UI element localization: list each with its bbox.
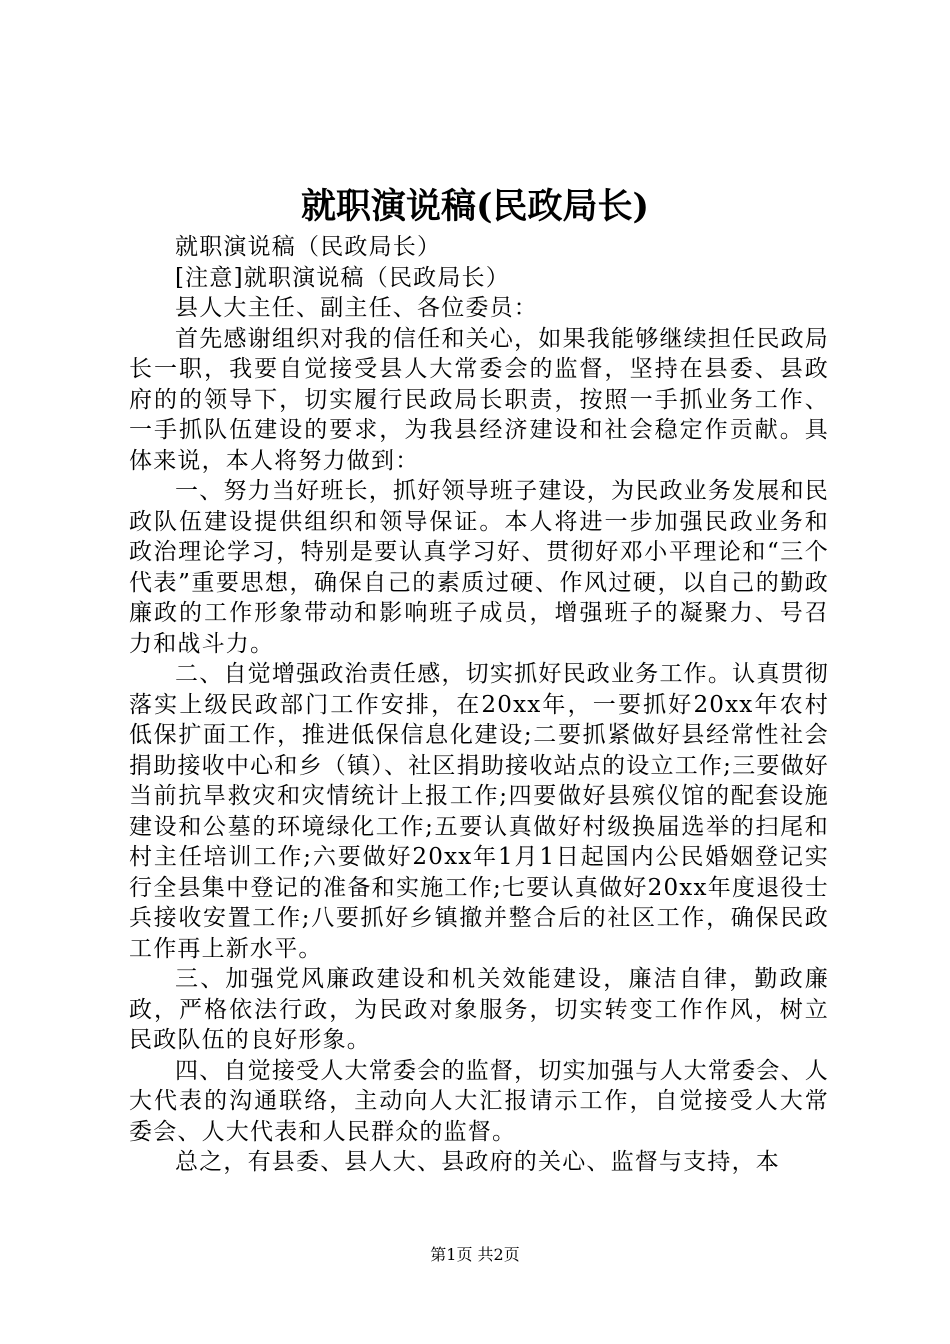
paragraph: 三、加强党风廉政建设和机关效能建设，廉洁自律，勤政廉政，严格依法行政，为民政对象服务，切实转变工作作风，树立民政队伍的良好形象。 [129,966,829,1053]
paragraph: 二、自觉增强政治责任感，切实抓好民政业务工作。认真贯彻落实上级民政部门工作安排，在20xx年，一要抓好20xx年农村低保扩面工作，推进低保信息化建设;二要抓紧做好县经常性社会捐助接收中心和乡（镇）、社区捐助接收站点的设立工作;三要做好当前抗旱救灾和灾情统计上报工作;四要做好县殡仪馆的配套设施建设和公墓的环境绿化工作;五要认真做好村级换届选举的扫尾和村主任培训工作;六要做好20xx年1月1日起国内公民婚姻登记实行全县集中登记的准备和实施工作;七要认真做好20xx年度退役士兵接收安置工作;八要抓好乡镇撤并整合后的社区工作，确保民政工作再上新水平。 [129,661,829,962]
document-body [129,232,829,1178]
paragraph: 一、努力当好班长，抓好领导班子建设，为民政业务发展和民政队伍建设提供组织和领导保证。本人将进一步加强民政业务和政治理论学习，特别是要认真学习好、贯彻好邓小平理论和“三个代表”重要思想，确保自己的素质过硬、作风过硬，以自己的勤政廉政的工作形象带动和影响班子成员，增强班子的凝聚力、号召力和战斗力。 [129,478,829,657]
paragraph: 县人大主任、副主任、各位委员： [175,295,538,321]
paragraph: 四、自觉接受人大常委会的监督，切实加强与人大常委会、人大代表的沟通联络，主动向人大汇报请示工作，自觉接受人大常委会、人大代表和人民群众的监督。 [129,1057,829,1145]
paragraph: 就职演说稿（民政局长） [175,234,442,260]
paragraph: 总之，有县委、县人大、县政府的关心、监督与支持，本 [175,1149,780,1175]
page-footer: 第1页 共2页 [430,1245,520,1264]
paragraph: 首先感谢组织对我的信任和关心，如果我能够继续担任民政局长一职，我要自觉接受县人大常委会的监督，坚持在县委、县政府的的领导下，切实履行民政局长职责，按照一手抓业务工作、一手抓队伍建设的要求，为我县经济建设和社会稳定作贡献。具体来说，本人将努力做到： [129,325,829,474]
paragraph: [注意]就职演说稿（民政局长） [175,264,510,291]
document-title: 就职演说稿(民政局长) [300,186,650,227]
